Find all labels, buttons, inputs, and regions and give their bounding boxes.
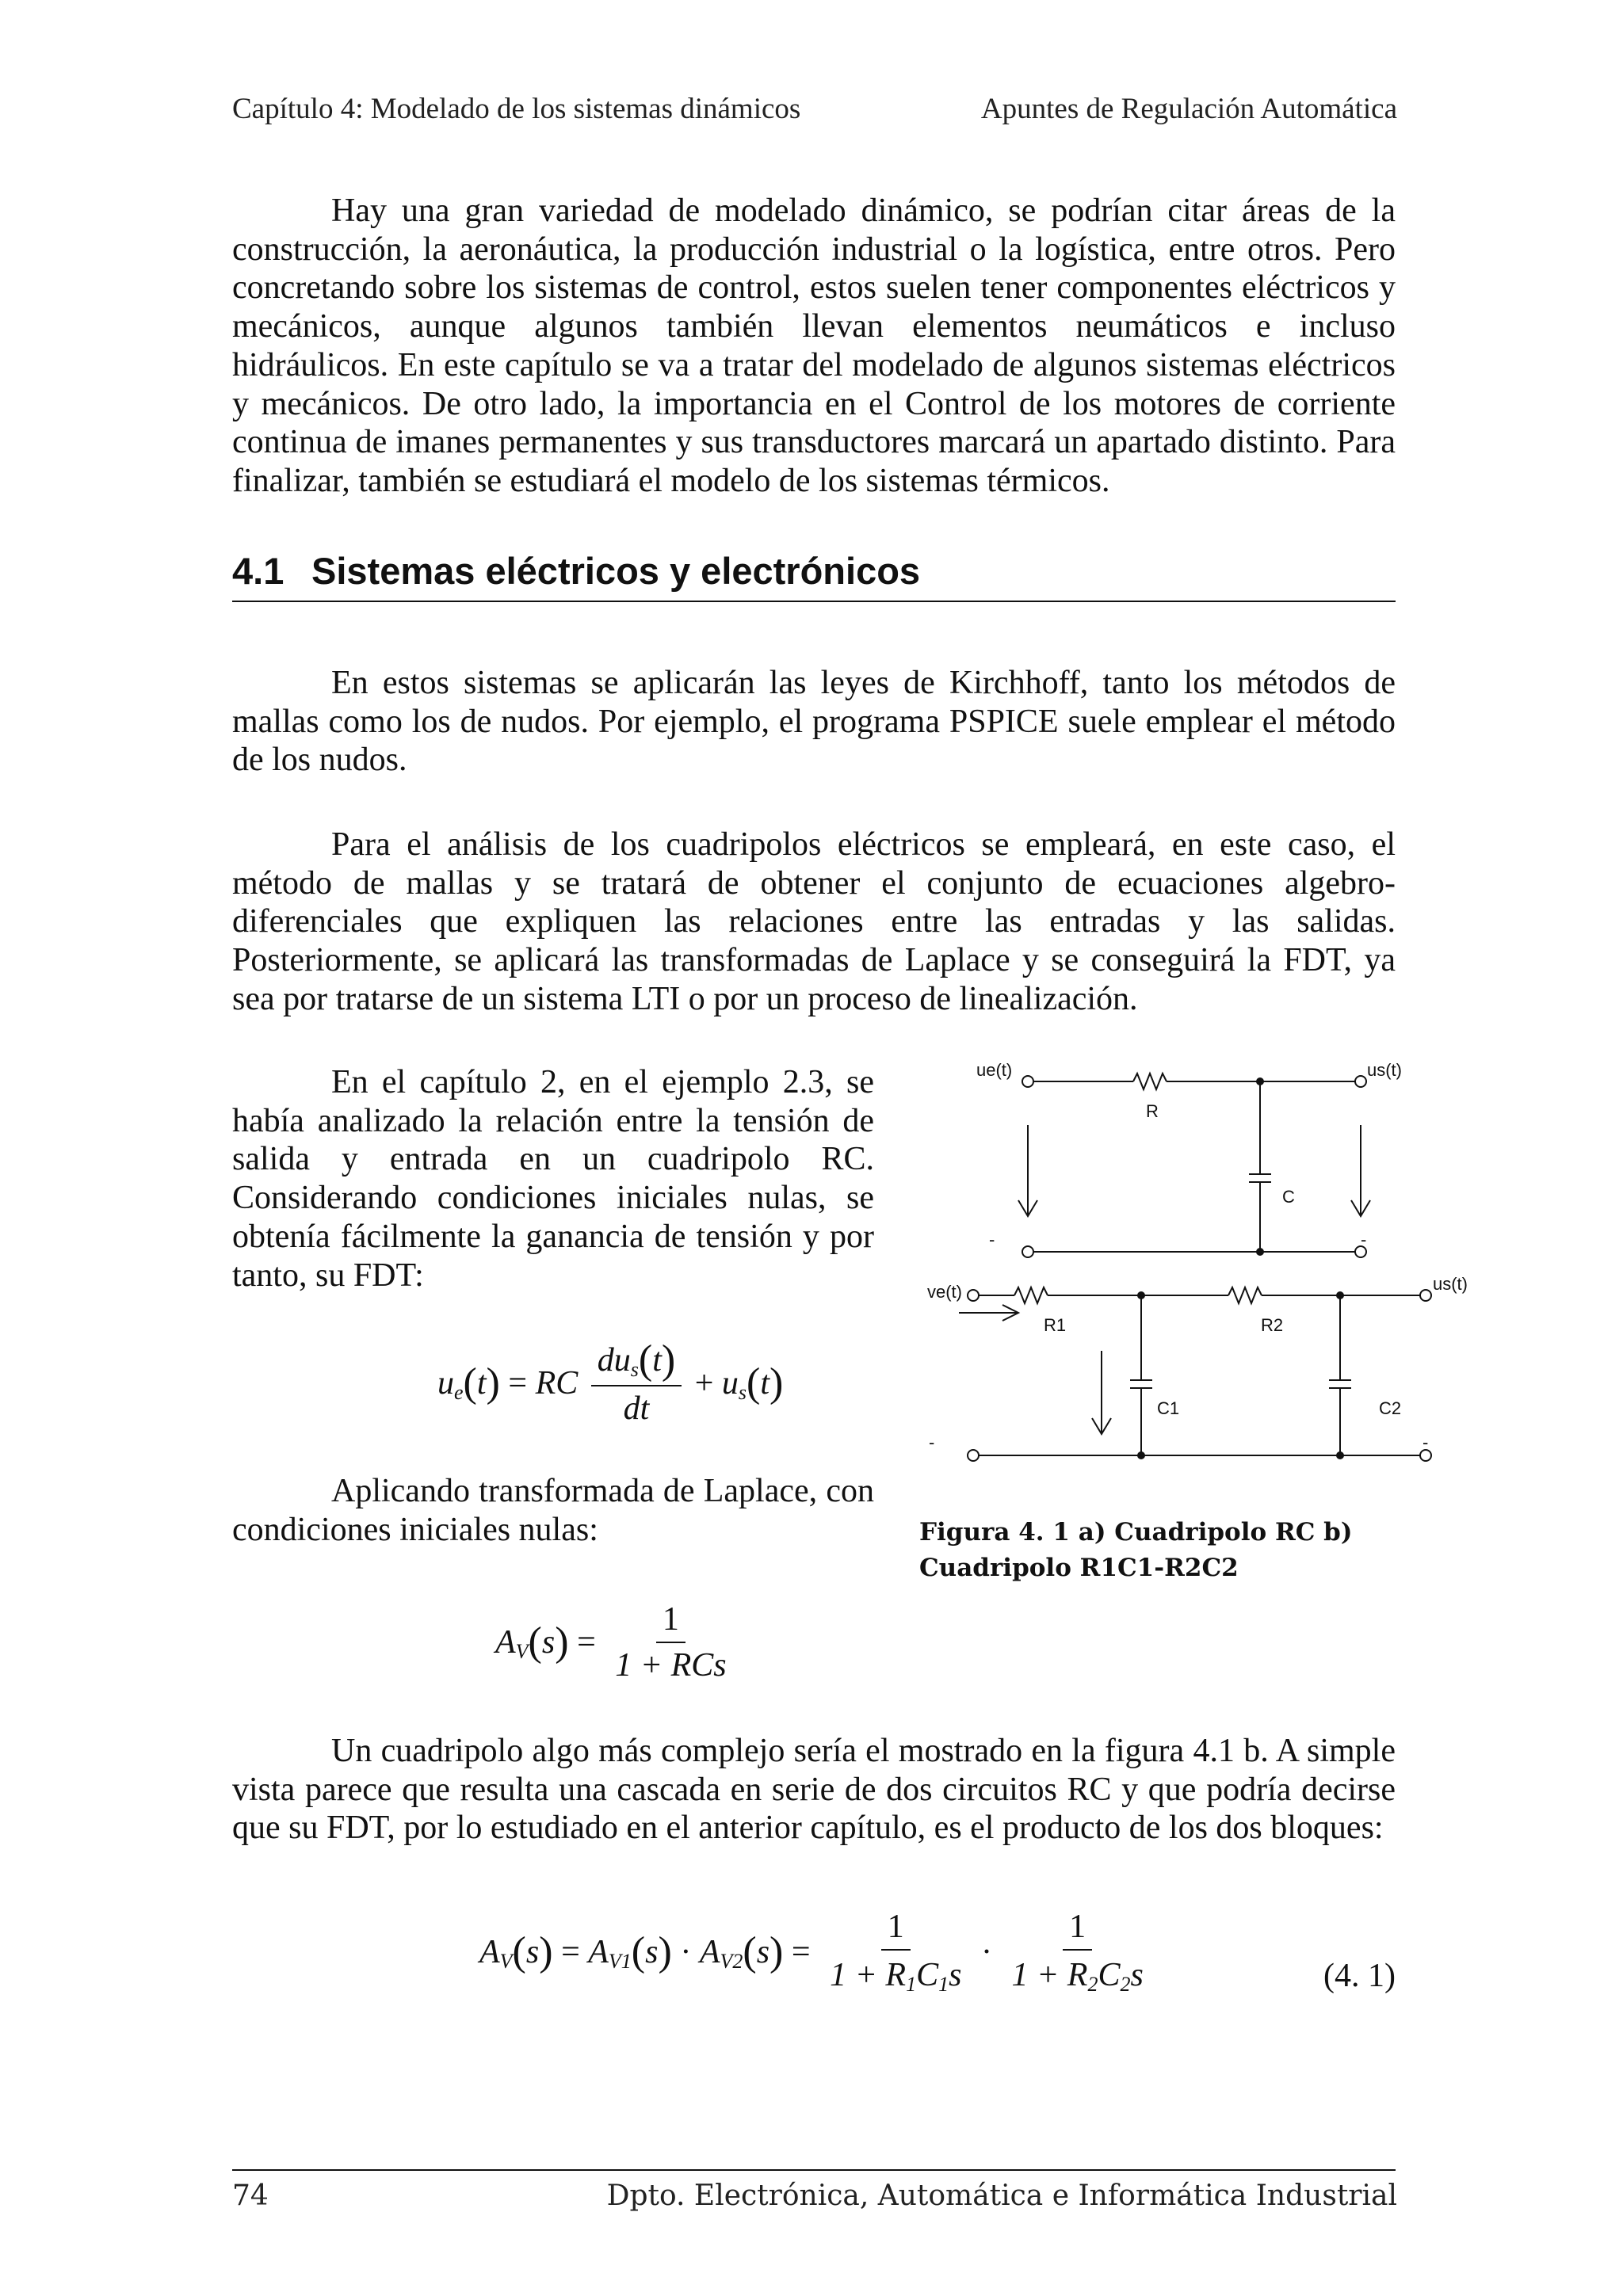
quadripole-paragraph: Para el análisis de los cuadripolos eléctricos se empleará, en este caso, el método de mallas y se tratará de obtener el conjunto de ecuaciones algebro-diferenciales que expliquen las relaciones entre las entradas y las salidas. Posteriormente, se aplicará las transformadas de Laplace y se conseguirá la FDT, ya sea por tratarse de un sistema LTI o por un proceso de linealización. [232, 826, 1396, 1017]
intro-paragraph: Hay una gran variedad de modelado dinámico, se podrían citar áreas de la construcción, la aeronáutica, la producción industrial o la logística, entre otros. Pero concretando sobre los sistemas de control, estos suelen tener componentes eléctricos y mecánicos, aunque algunos también llevan elementos neumáticos e incluso hidráulicos. En este capítulo se va a tratar del modelado de algunos sistemas eléctricos y mecánicos. De otro lado, la importancia en el Control de los motores de corriente continua de imanes permanentes y sus transductores marcará un apartado distinto. Para finalizar, también se estudiará el modelo de los sistemas térmicos. [232, 193, 1396, 499]
label-minus-b-right: - [1423, 1432, 1429, 1452]
section-title: Sistemas eléctricos y electrónicos [311, 550, 921, 592]
laplace-paragraph: Aplicando transformada de Laplace, con condiciones iniciales nulas: [232, 1473, 874, 1548]
page-number: 74 [232, 2180, 269, 2212]
label-c2: C2 [1379, 1398, 1402, 1418]
section-heading [232, 547, 1396, 602]
label-r1: R1 [1044, 1315, 1067, 1335]
derivative-fraction: $\frac{\text{dus(t)}}{dt}$ [591, 1339, 682, 1428]
running-header-book: Apuntes de Regulación Automática [980, 93, 1397, 125]
label-us-b: us(t) [1433, 1274, 1468, 1294]
circuit-figure [911, 1038, 1482, 1482]
label-minus-a-right: - [1361, 1230, 1367, 1249]
label-c1: C1 [1157, 1398, 1180, 1418]
label-r: R [1146, 1101, 1159, 1121]
label-minus-a-left: - [989, 1230, 995, 1249]
rc-example-paragraph: En el capítulo 2, en el ejemplo 2.3, se había analizado la relación entre la tensión de salida y entrada en un cuadripolo RC. Considerando condiciones iniciales nulas, se obtenía fácilmente la ganancia de tensión y por tanto, su FDT: [232, 1064, 874, 1294]
label-ve: ve(t) [927, 1282, 962, 1302]
label-ue: ue(t) [976, 1060, 1013, 1080]
transfer-function-rc: AV(s) = $\frac{1}{\text{1 + RCs}}$ [495, 1601, 727, 1684]
equation-4-1: AV(s) = AV1(s) · AV2(s) = $\frac{1}{1 + R1C1s}$ · $\frac{1}{1 + R2C2s}$ [479, 1909, 1144, 1996]
differential-equation: ue(t) = RC $\frac{\text{dus(t)}}{dt}$ + us(t) [437, 1337, 784, 1427]
running-header-chapter: Capítulo 4: Modelado de los sistemas dinámicos [232, 93, 801, 125]
equation-number: (4. 1) [1323, 1958, 1396, 1994]
footer-divider [232, 2169, 1396, 2171]
circuit-r1c1-r2c2-b [959, 1287, 1431, 1461]
footer-department: Dpto. Electrónica, Automática e Informática Industrial [606, 2180, 1397, 2212]
label-r2: R2 [1261, 1315, 1284, 1335]
cascade-paragraph: Un cuadripolo algo más complejo sería el mostrado en la figura 4.1 b. A simple vista parece que resulta una cascada en serie de dos circuitos RC y que podría decirse que su FDT, por lo estudiado en el anterior capítulo, es el producto de los dos bloques: [232, 1733, 1396, 1847]
label-c: C [1282, 1187, 1295, 1207]
circuit-rc-a [1018, 1074, 1370, 1257]
figure-caption: Figura 4. 1 a) Cuadripolo RC b) Cuadripolo R1C1-R2C2 [919, 1518, 1353, 1582]
label-minus-b-left: - [929, 1432, 935, 1452]
kirchhoff-paragraph: En estos sistemas se aplicarán las leyes de Kirchhoff, tanto los métodos de mallas como los de nudos. Por ejemplo, el programa PSPICE suele emplear el método de los nudos. [232, 665, 1396, 779]
section-number: 4.1 [232, 550, 285, 592]
label-us: us(t) [1367, 1060, 1402, 1080]
